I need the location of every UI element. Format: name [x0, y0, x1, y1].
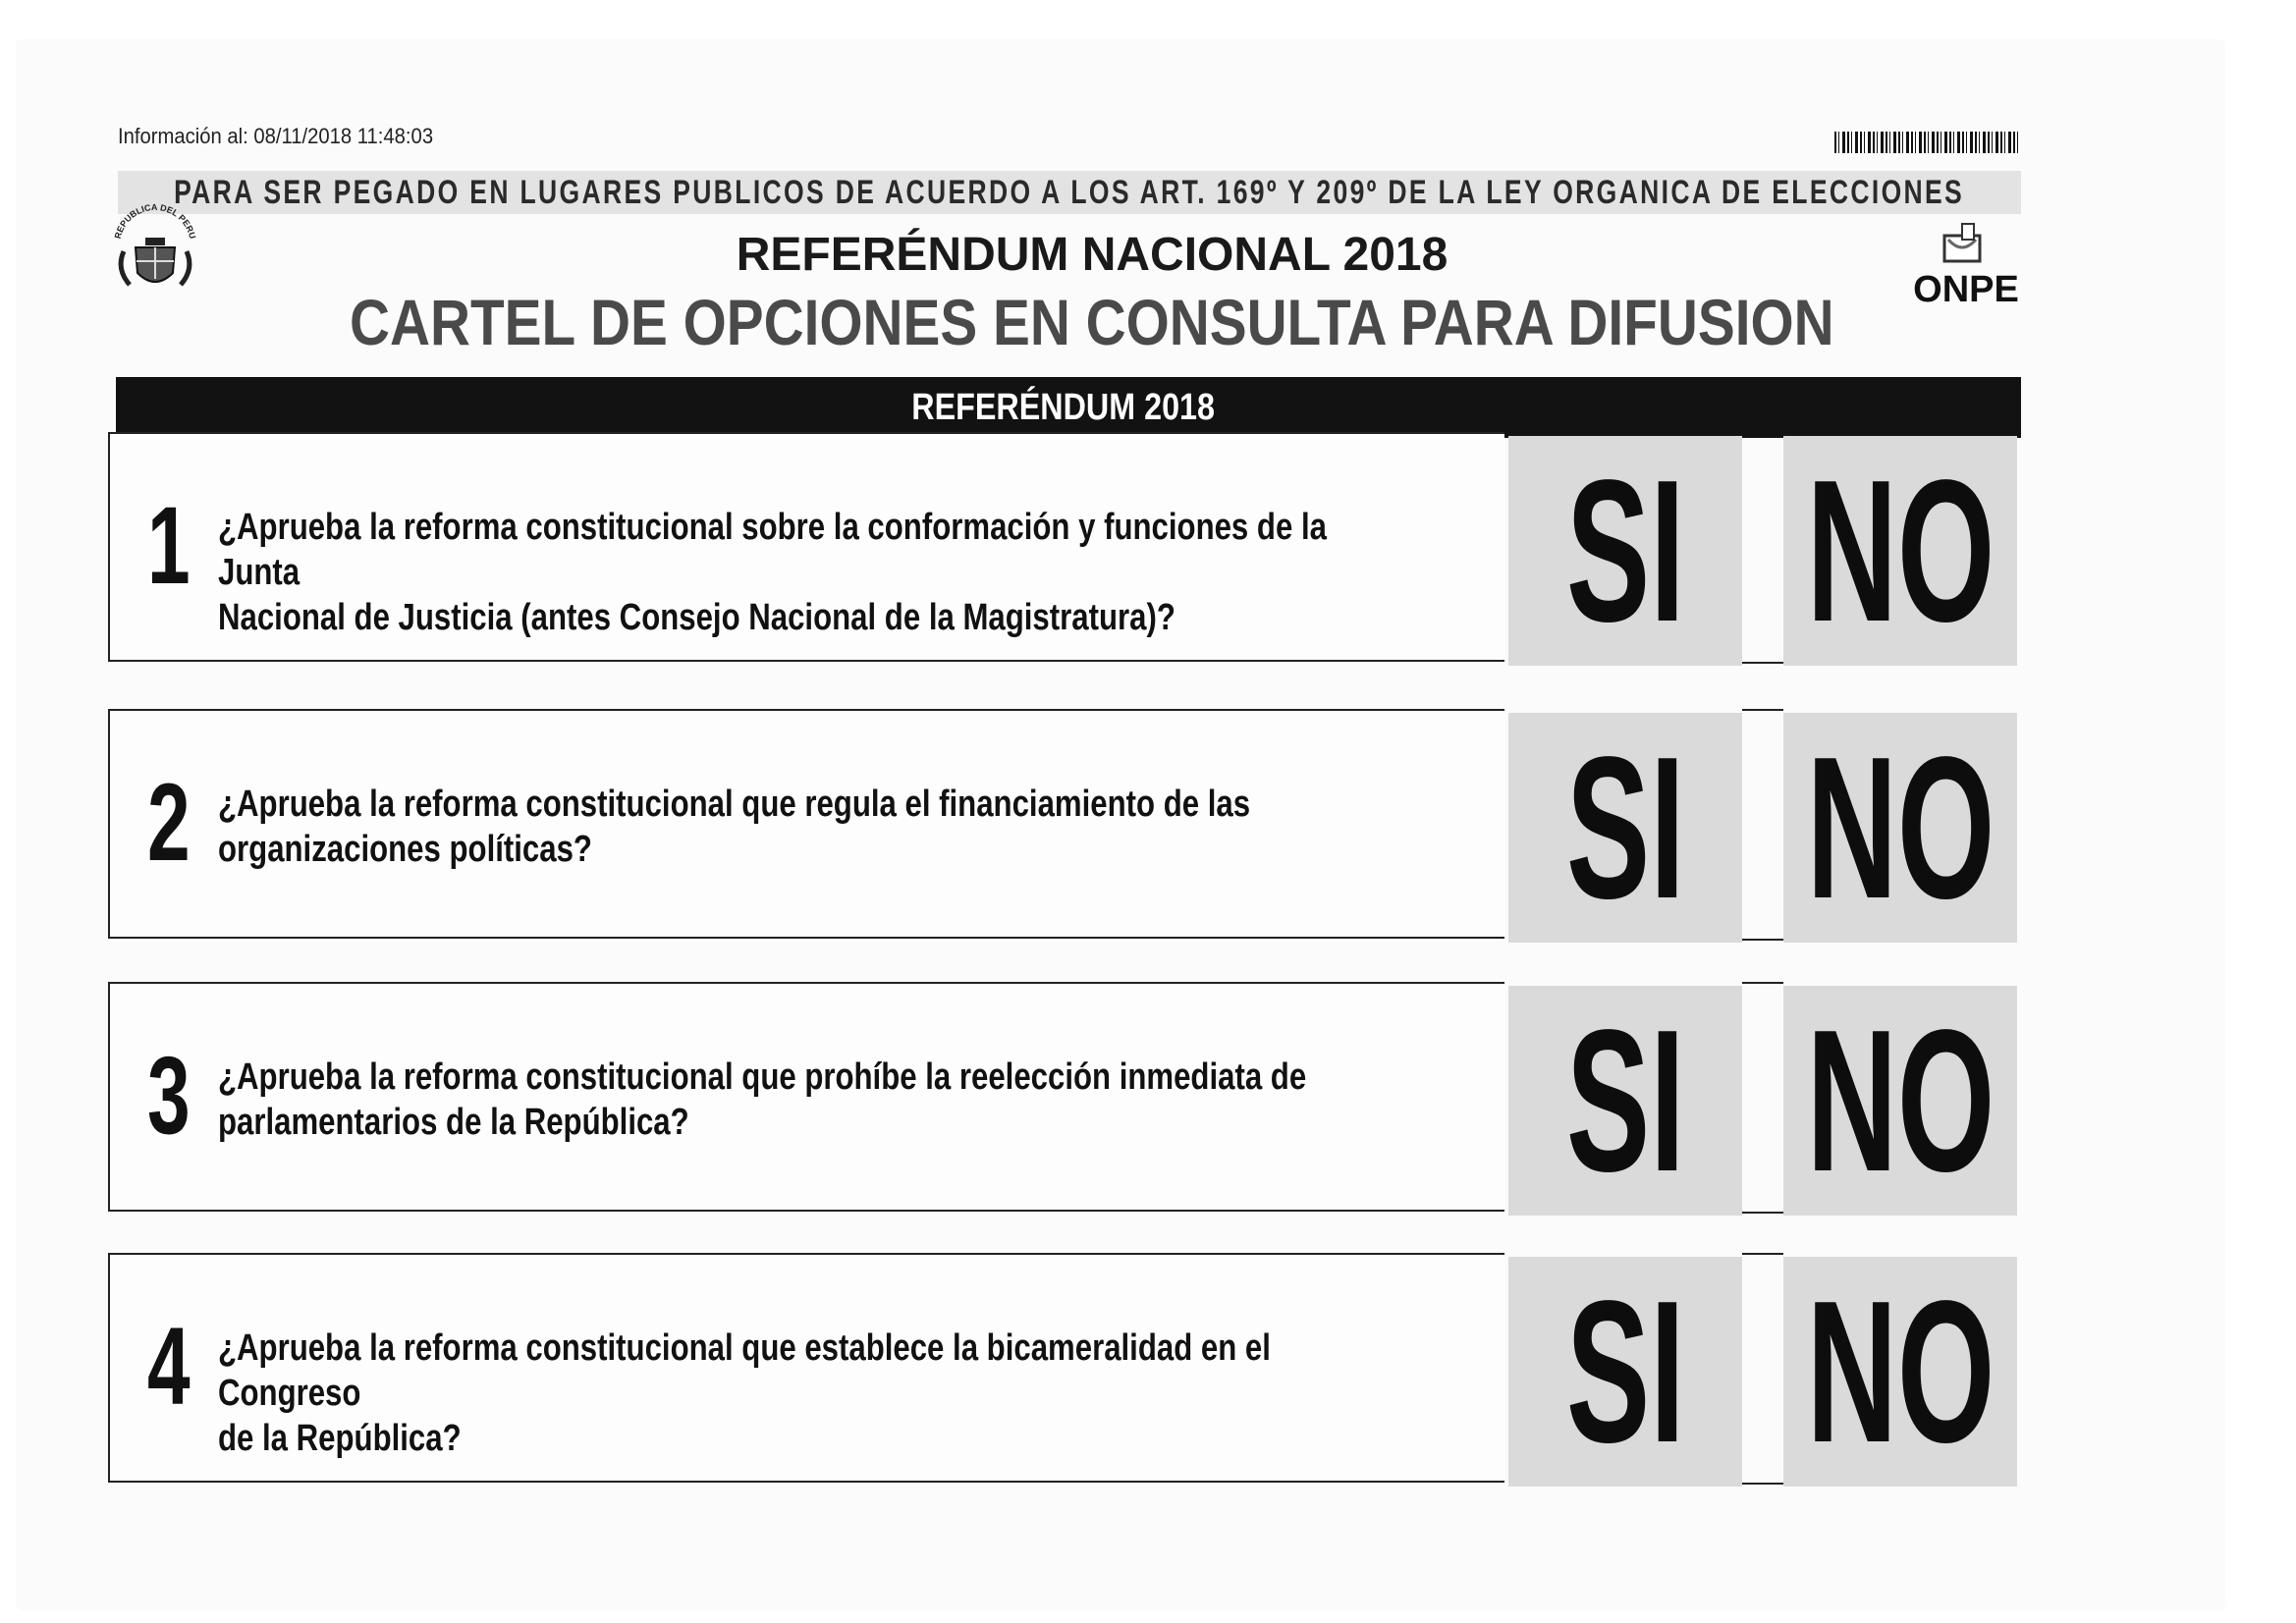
question-number: 3	[147, 1034, 191, 1157]
option-no-label: NO	[1806, 715, 1995, 941]
question-text	[218, 1325, 1345, 1461]
question-number: 4	[147, 1305, 191, 1428]
option-no-box	[1783, 986, 2017, 1216]
option-yes-box	[1508, 713, 1742, 943]
option-no-box	[1783, 713, 2017, 943]
option-yes-label: SI	[1565, 715, 1685, 941]
question-text-line: ¿Aprueba la reforma constitucional que regula el financiamiento de las	[218, 784, 1251, 825]
divider	[1742, 1212, 1783, 1214]
option-yes-label: SI	[1565, 988, 1685, 1214]
question-text	[218, 1055, 1345, 1145]
divider	[1742, 1253, 1783, 1255]
divider	[1742, 662, 1783, 664]
barcode-icon	[1834, 132, 2021, 153]
page-title-text: CARTEL DE OPCIONES EN CONSULTA PARA DIFUSION	[350, 286, 1834, 358]
question-row	[108, 709, 2023, 943]
option-no-label: NO	[1806, 1259, 1995, 1485]
page-title	[0, 285, 2184, 359]
onpe-logo	[1907, 222, 2025, 320]
question-box	[108, 1253, 1504, 1483]
question-row	[108, 432, 2023, 666]
option-no-box	[1783, 436, 2017, 666]
divider	[1742, 939, 1783, 941]
question-number: 2	[147, 761, 191, 884]
question-row	[108, 1253, 2023, 1487]
question-text-line: parlamentarios de la República?	[218, 1102, 689, 1143]
option-yes-box	[1508, 436, 1742, 666]
option-yes-label: SI	[1565, 1259, 1685, 1485]
info-timestamp: Información al: 08/11/2018 11:48:03	[118, 124, 434, 148]
onpe-logo-text: ONPE	[1913, 269, 2019, 310]
legal-banner	[118, 171, 2021, 214]
option-yes-box	[1508, 986, 1742, 1216]
question-text	[218, 782, 1345, 872]
seal-text: REPUBLICA DEL PERU	[112, 201, 198, 241]
question-text	[218, 505, 1345, 640]
option-yes-box	[1508, 1257, 1742, 1487]
divider	[1742, 709, 1783, 711]
option-yes-label: SI	[1565, 438, 1685, 664]
divider	[1742, 1483, 1783, 1485]
question-text-line: ¿Aprueba la reforma constitucional sobre la conformación y funciones de la Junta	[218, 507, 1327, 593]
question-text-line: Nacional de Justicia (antes Consejo Nacional de la Magistratura)?	[218, 597, 1175, 638]
option-no-label: NO	[1806, 988, 1995, 1214]
section-title: REFERÉNDUM 2018	[911, 386, 1216, 428]
question-box	[108, 709, 1504, 939]
question-text-line: ¿Aprueba la reforma constitucional que establece la bicameralidad en el Congreso	[218, 1327, 1271, 1414]
question-row	[108, 982, 2023, 1216]
option-no-box	[1783, 1257, 2017, 1487]
question-number: 1	[147, 484, 191, 607]
legal-banner-text: PARA SER PEGADO EN LUGARES PUBLICOS DE ACUERDO A LOS ART. 169º Y 209º DE LA LEY ORGANICA DE ELECCIONES	[174, 173, 1965, 211]
referendum-title: REFERÉNDUM NACIONAL 2018	[736, 229, 1449, 281]
question-text-line: de la República?	[218, 1418, 462, 1459]
question-text-line: ¿Aprueba la reforma constitucional que prohíbe la reelección inmediata de	[218, 1056, 1307, 1098]
question-box	[108, 432, 1504, 662]
divider	[1742, 982, 1783, 984]
option-no-label: NO	[1806, 438, 1995, 664]
section-header	[116, 377, 2021, 438]
question-box	[108, 982, 1504, 1212]
question-text-line: organizaciones políticas?	[218, 829, 592, 870]
ballot-box-icon	[1939, 222, 1986, 265]
